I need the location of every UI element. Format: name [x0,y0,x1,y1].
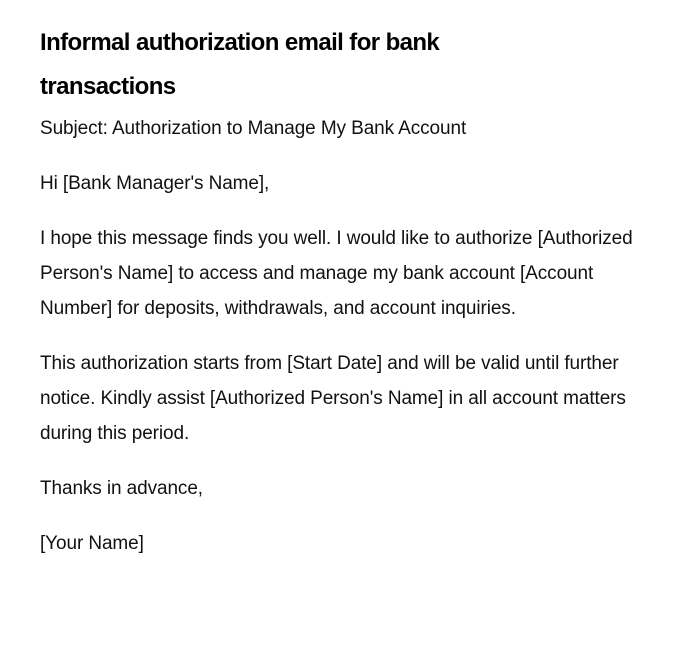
email-greeting: Hi [Bank Manager's Name], [40,173,270,194]
email-signature: [Your Name] [40,533,144,554]
email-body-paragraph: This authorization starts from [Start Date] and will be valid until further notice. Kindly assist [Authorized Person's Name] in all account matters during this period. [40,353,626,444]
email-body-paragraph: I hope this message finds you well. I would like to authorize [Authorized Person's Name] to access and manage my bank account [Account Number] for deposits, withdrawals, and account inquiries. [40,228,633,319]
email-subject: Subject: Authorization to Manage My Bank Account [40,118,467,139]
email-closing: Thanks in advance, [40,478,203,499]
document-title: Informal authorization email for bank transactions [40,29,440,100]
